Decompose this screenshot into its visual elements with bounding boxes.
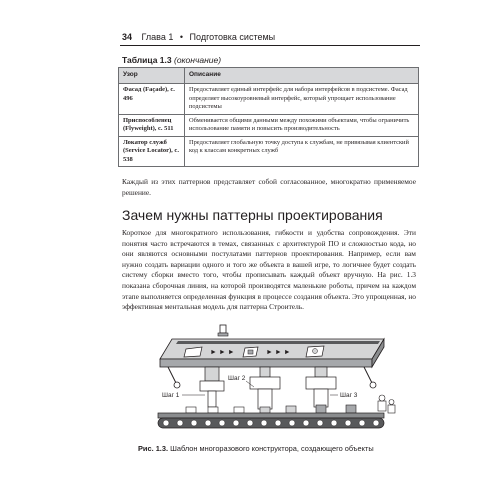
table-caption [122,55,221,66]
figure-caption-text: Шаблон многоразового конструктора, создающего объекты [170,444,374,453]
chapter-title: Подготовка системы [189,32,276,42]
step-1-press [200,367,224,407]
step-2-label: Шаг 2 [228,375,246,382]
step-3-label: Шаг 3 [340,392,358,399]
table-row [119,136,419,167]
pattern-description-facade: Предоставляет единый интерфейс для набора интерфейсов в подсистеме. Фасад определяет высокоуровневый интерфейс, который упрощает использование подсистемы [185,84,419,115]
conveyor-belt [158,413,384,428]
figure-caption-label: Рис. 1.3. [138,444,169,453]
page-number: 34 [122,32,133,42]
running-head [122,30,416,46]
table-row [119,114,419,136]
pattern-name-service-locator: Локатор служб (Service Locator), с. 538 [119,136,185,167]
column-header-pattern: Узор [119,68,185,84]
chapter-label: Глава 1 [141,32,174,42]
finished-robot-icon [378,395,395,413]
intro-paragraph: Каждый из этих паттернов представляет собой согласованное, многократно применяемое решение. [122,177,416,197]
part-icon [243,347,258,357]
ceiling-hook-icon [218,325,228,336]
robot-icon [306,346,324,357]
table-row [119,84,419,115]
table-header-row [119,68,419,84]
arrow-icon: ► ► ► [266,349,291,356]
pattern-description-flyweight: Обменивается общими данными между похожими объектами, чтобы ограничить использование памяти и повысить производительность [185,114,419,136]
step-2-press [250,367,280,409]
overhead-panel [160,339,384,367]
section-heading: Зачем нужны паттерны проектирования [122,207,383,223]
arrow-icon: ► ► ► [210,349,235,356]
step-3-press [306,367,336,407]
figure-caption [138,444,374,454]
table-caption-label: Таблица 1.3 [122,55,172,65]
bullet-separator: • [179,32,184,42]
table-caption-note: (окончание) [173,55,222,65]
pattern-table [118,67,419,167]
pattern-name-flyweight: Приспособленец (Flyweight), с. 511 [119,114,185,136]
header-rule [120,45,420,46]
column-header-description: Описание [185,68,419,84]
assembly-line-figure [150,323,400,441]
body-paragraph: Короткое для многократного использования, гибкости и удобства сопровождения. Эти понятия часто встречаются в темах, связанных с архитектурой ПО и сложностью кода, но они являются основными постулатами паттернов проектирования. Например, если вам нужно создать вариации одного и того же объекта в вашей игре, то логичнее будет создать систему сборки вместо того, чтобы прописывать каждый объект вручную. На рис. 1.3 показана сборочная линия, на которой производятся маленькие роботы, причем на каждом этапе выполняется определенная функция в процессе создания объекта. Это упрощенная, но эффективная ментальная модель для паттерна Строитель. [122,228,416,312]
pattern-description-service-locator: Предоставляет глобальную точку доступа к службам, не привязывая клиентский код к классам конкретных служб [185,136,419,167]
step-1-label: Шаг 1 [162,392,180,399]
pattern-name-facade: Фасад (Façade), с. 496 [119,84,185,115]
